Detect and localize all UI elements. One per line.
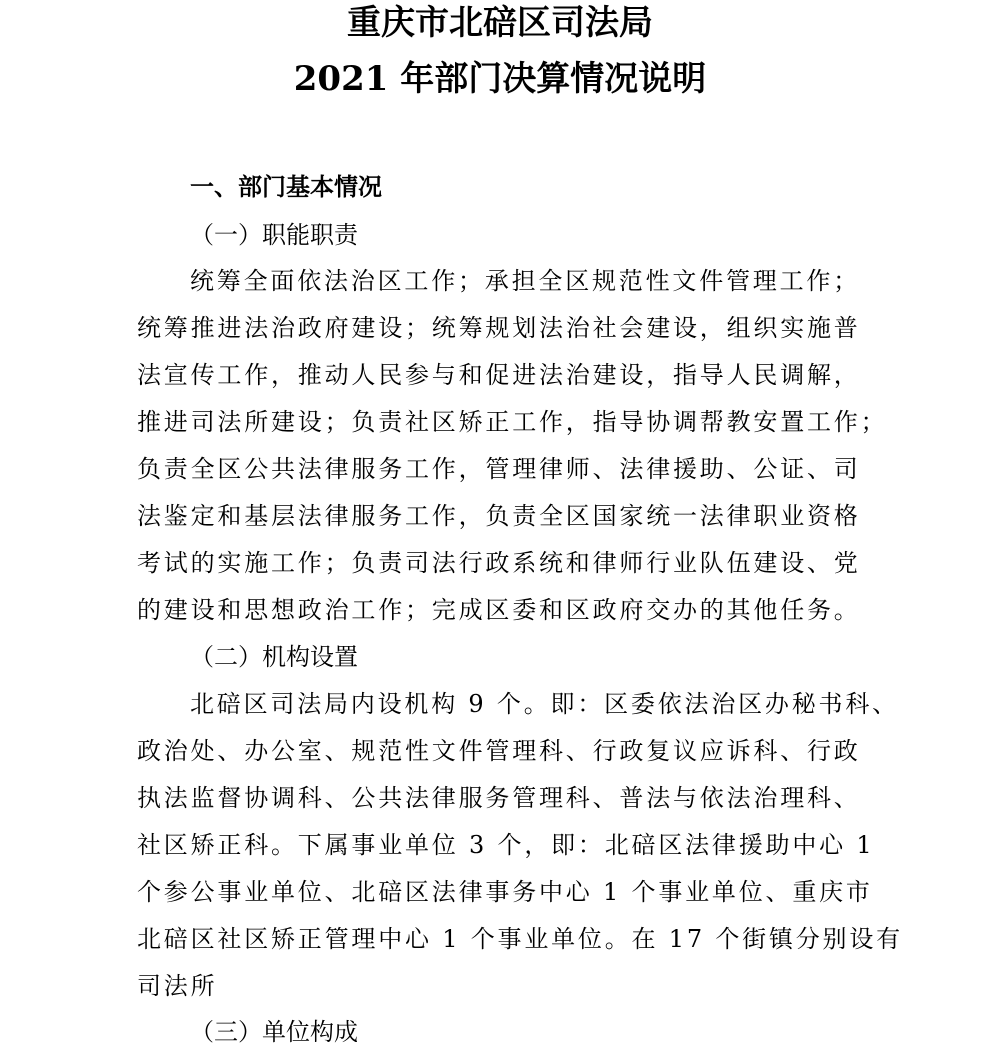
- text-line: 统筹全面依法治区工作；承担全区规范性文件管理工作；: [190, 267, 860, 295]
- text-line: 司法所: [137, 972, 218, 1000]
- text-line: 负责全区公共法律服务工作，管理律师、法律援助、公证、司: [137, 455, 861, 483]
- text-line: 社区矫正科。下属事业单位 3 个，即：北碚区法律援助中心 1: [137, 831, 875, 859]
- subheading-unit-composition: （三）单位构成: [190, 1018, 358, 1046]
- subheading-functions: （一）职能职责: [190, 221, 358, 249]
- document-title: 重庆市北碚区司法局: [347, 3, 653, 43]
- text-line: 的建设和思想政治工作；完成区委和区政府交办的其他任务。: [137, 596, 861, 624]
- text-line: 统筹推进法治政府建设；统筹规划法治社会建设，组织实施普: [137, 314, 861, 342]
- text-line: 执法监督协调科、公共法律服务管理科、普法与依法治理科、: [137, 784, 861, 812]
- text-line: 个参公事业单位、北碚区法律事务中心 1 个事业单位、重庆市: [137, 878, 873, 906]
- document-subtitle: 2021 年部门决算情况说明: [293, 59, 707, 99]
- text-line: 北碚区社区矫正管理中心 1 个事业单位。在 17 个街镇分别设有: [137, 925, 903, 953]
- text-line: 政治处、办公室、规范性文件管理科、行政复议应诉科、行政: [137, 737, 861, 765]
- subheading-organization: （二）机构设置: [190, 643, 358, 671]
- section-heading-basic-info: 一、部门基本情况: [190, 173, 382, 201]
- text-line: 推进司法所建设；负责社区矫正工作，指导协调帮教安置工作；: [137, 408, 888, 436]
- text-line: 法宣传工作，推动人民参与和促进法治建设，指导人民调解，: [137, 361, 861, 389]
- text-line: 法鉴定和基层法律服务工作，负责全区国家统一法律职业资格: [137, 502, 861, 530]
- text-line: 北碚区司法局内设机构 9 个。即：区委依法治区办秘书科、: [190, 690, 899, 718]
- text-line: 考试的实施工作；负责司法行政系统和律师行业队伍建设、党: [137, 549, 861, 577]
